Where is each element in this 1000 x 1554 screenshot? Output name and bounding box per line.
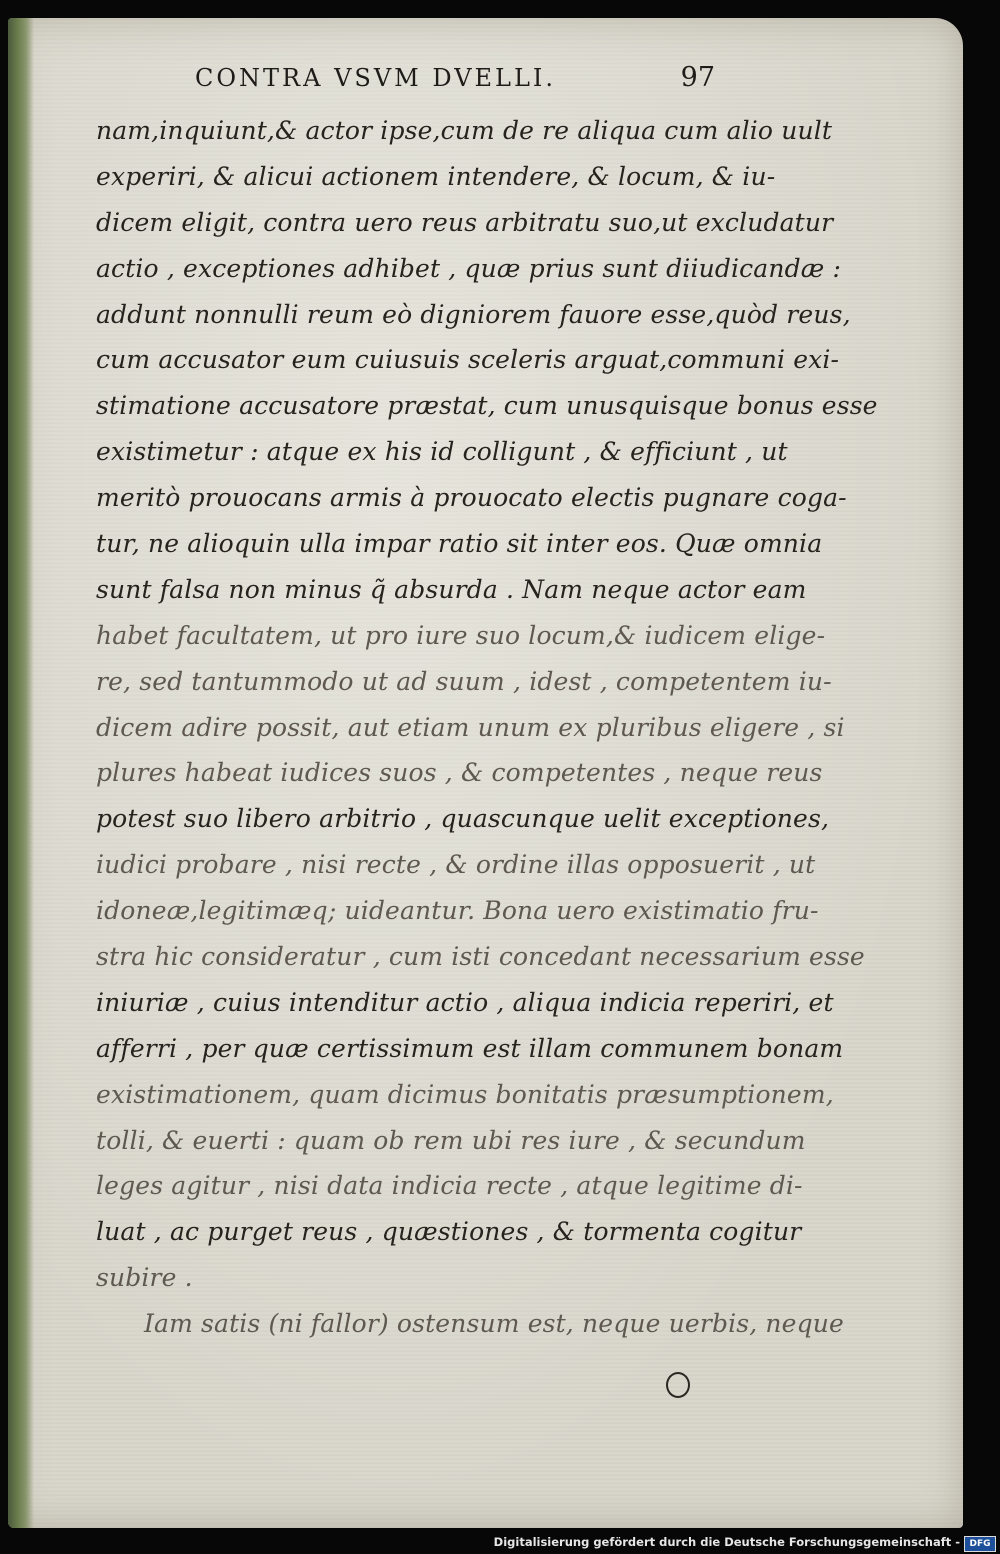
- text-line: habet facultatem, ut pro iure suo locum,& iudicem elige-: [96, 620, 826, 650]
- text-line: afferri , per quæ certissimum est illam communem bonam: [96, 1033, 844, 1063]
- text-line: tur, ne alioquin ulla impar ratio sit inter eos. Quæ omnia: [96, 529, 823, 559]
- page-number: 97: [680, 62, 715, 93]
- text-line: re, sed tantummodo ut ad suum , idest , competentem iu-: [96, 666, 832, 696]
- footer-bar: [0, 1533, 1000, 1554]
- text-line: potest suo libero arbitrio , quascunque uelit exceptiones,: [96, 804, 830, 834]
- text-line: stimatione accusatore præstat, cum unusquisque bonus esse: [96, 391, 878, 421]
- binding-edge: [8, 18, 34, 1528]
- dfg-logo: DFG: [964, 1536, 996, 1552]
- running-title: CONTRA VSVM DVELLI.: [195, 64, 557, 92]
- text-line: experiri, & alicui actionem intendere, & locum, & iu-: [96, 161, 776, 191]
- text-line: tolli, & euerti : quam ob rem ubi res iure , & secundum: [96, 1125, 806, 1155]
- text-line: dicem eligit, contra uero reus arbitratu suo,ut excludatur: [96, 207, 834, 237]
- text-line: existimetur : atque ex his id colligunt , & efficiunt , ut: [96, 437, 788, 467]
- text-line: nam,inquiunt,& actor ipse,cum de re aliqua cum alio uult: [96, 116, 833, 145]
- text-line: cum accusator eum cuiusuis sceleris arguat,communi exi-: [96, 345, 840, 375]
- text-line: idoneæ,legitimæq; uideantur. Bona uero existimatio fru-: [96, 896, 819, 926]
- text-line: luat , ac purget reus , quæstiones , & tormenta cogitur: [96, 1217, 802, 1247]
- body-text: [96, 110, 878, 1349]
- signature-mark-icon: [666, 1372, 690, 1398]
- text-line: actio , exceptiones adhibet , quæ prius sunt diiudicandæ :: [96, 253, 842, 283]
- text-line: sunt falsa non minus q̃ absurda . Nam neque actor eam: [96, 574, 807, 604]
- text-line: subire .: [96, 1263, 193, 1293]
- text-line: Iam satis (ni fallor) ostensum est, neque uerbis, neque: [144, 1309, 844, 1339]
- text-line: leges agitur , nisi data indicia recte , atque legitime di-: [96, 1171, 803, 1201]
- text-line: existimationem, quam dicimus bonitatis præsumptionem,: [96, 1079, 834, 1109]
- page-header: [195, 62, 715, 102]
- text-line: iudici probare , nisi recte , & ordine illas opposuerit , ut: [96, 850, 816, 880]
- text-line: meritò prouocans armis à prouocato electis pugnare coga-: [96, 483, 847, 513]
- text-line: stra hic consideratur , cum isti concedant necessarium esse: [96, 942, 865, 972]
- funding-credit: Digitalisierung gefördert durch die Deutsche Forschungsgemeinschaft -: [493, 1535, 960, 1549]
- text-line: dicem adire possit, aut etiam unum ex pluribus eligere , si: [96, 712, 845, 742]
- text-line: plures habeat iudices suos , & competentes , neque reus: [96, 758, 823, 788]
- text-line: addunt nonnulli reum eò digniorem fauore esse,quòd reus,: [96, 299, 851, 329]
- text-line: iniuriæ , cuius intenditur actio , aliqua indicia reperiri, et: [96, 987, 834, 1017]
